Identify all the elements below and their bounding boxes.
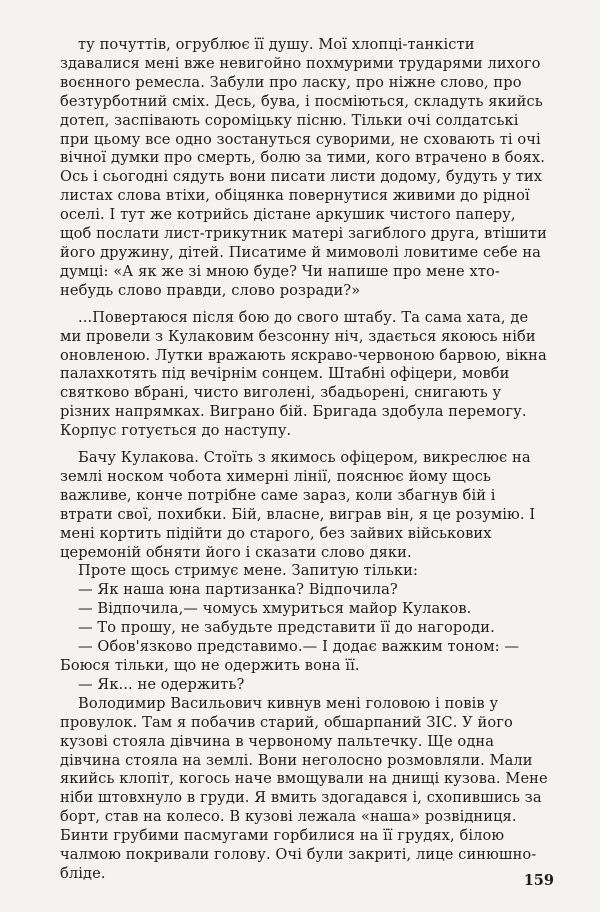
paragraph-truck-scene: Володимир Васильович кивнув мені головою і повів у провулок. Там я побачив старий, обшарпаний ЗІС. У його кузові стояла дівчина в червоному пальтечку. Ще одна дівчина стояла на землі. Вони неголосно розмовляли. Мали якийсь клопіт, когось наче вмощували на днищі кузова. Мене ніби штовхнуло в груди. Я вмить здогадався і, схопившись за борт, став на колесо. В кузові лежала «наша» розвідниця. Бинти грубими пасмугами горбилися на її грудях, білою чалмою покривали голову. Очі були закриті, лице синюшно-бліде. <box>60 694 548 882</box>
dialogue-line: — Обов'язково представимо.— І додає важким тоном: — Боюся тільки, що не одержить вона її. <box>60 638 520 674</box>
dialogue-line: — То прошу, не забудьте представити її до нагороди. <box>78 619 495 637</box>
paragraph-return-to-headquarters: ...Повертаюся після бою до свого штабу. Та сама хата, де ми провели з Кулаковим безсонну ніч, здається якоюсь ніби оновленою. Лутки вражають яскраво-червоною барвою, вікна палахкотять під вечірнім сонцем. Штабні офіцери, мовби святково вбрані, чисто виголені, збадьорені, снигають у різних напрямках. Виграно бій. Бригада здобула перемогу. Корпус готується до наступу. <box>60 308 547 440</box>
dialogue-line: — Відпочила,— чомусь хмуриться майор Кулаков. <box>78 600 472 618</box>
page-number: 159 <box>523 872 554 889</box>
dialogue-line: — Як наша юна партизанка? Відпочила? <box>78 581 398 599</box>
paragraph-restraint: Проте щось стримує мене. Запитую тільки: <box>78 562 418 580</box>
book-page-text <box>60 36 548 884</box>
paragraph-soldiers-letters: ту почуттів, огрублює її душу. Мої хлопці-танкісти здавалися мені вже невигойно похмурими трударями лихого воєнного ремесла. Забули про ласку, про ніжне слово, про безтурботний сміх. Десь, бува, і посміються, складуть якийсь дотеп, заспівають сороміцьку пісню. Тільки очі солдатські при цьому все одно зостануться суворими, не сховають ті очі вічної думки про смерть, болю за тими, кого втрачено в боях. Ось і сьогодні сядуть вони писати листи додому, будуть у тих листах слова втіхи, обіцянка повернутися живими до рідної оселі. І тут же котрийсь дістане аркушик чистого паперу, щоб послати лист-трикутник матері загиблого друга, втішити його дружину, дітей. Писатиме й мимоволі ловитиме себе на думці: «А як же зі мною буде? Чи напише про мене хто-небудь слово правди, слово розради?» <box>60 36 547 299</box>
dialogue-line: — Як... не одержить? <box>78 675 245 693</box>
paragraph-seeing-kulakov: Бачу Кулакова. Стоїть з якимось офіцером, викреслює на землі носком чобота химерні лінії, пояснює йому щось важливе, конче потрібне саме зараз, коли збагнув бій і втрати свої, похибки. Бій, власне, виграв він, я це розумію. І мені кортить підійти до старого, без зайвих військових церемоній обняти його і сказати слово дяки. <box>60 449 536 561</box>
